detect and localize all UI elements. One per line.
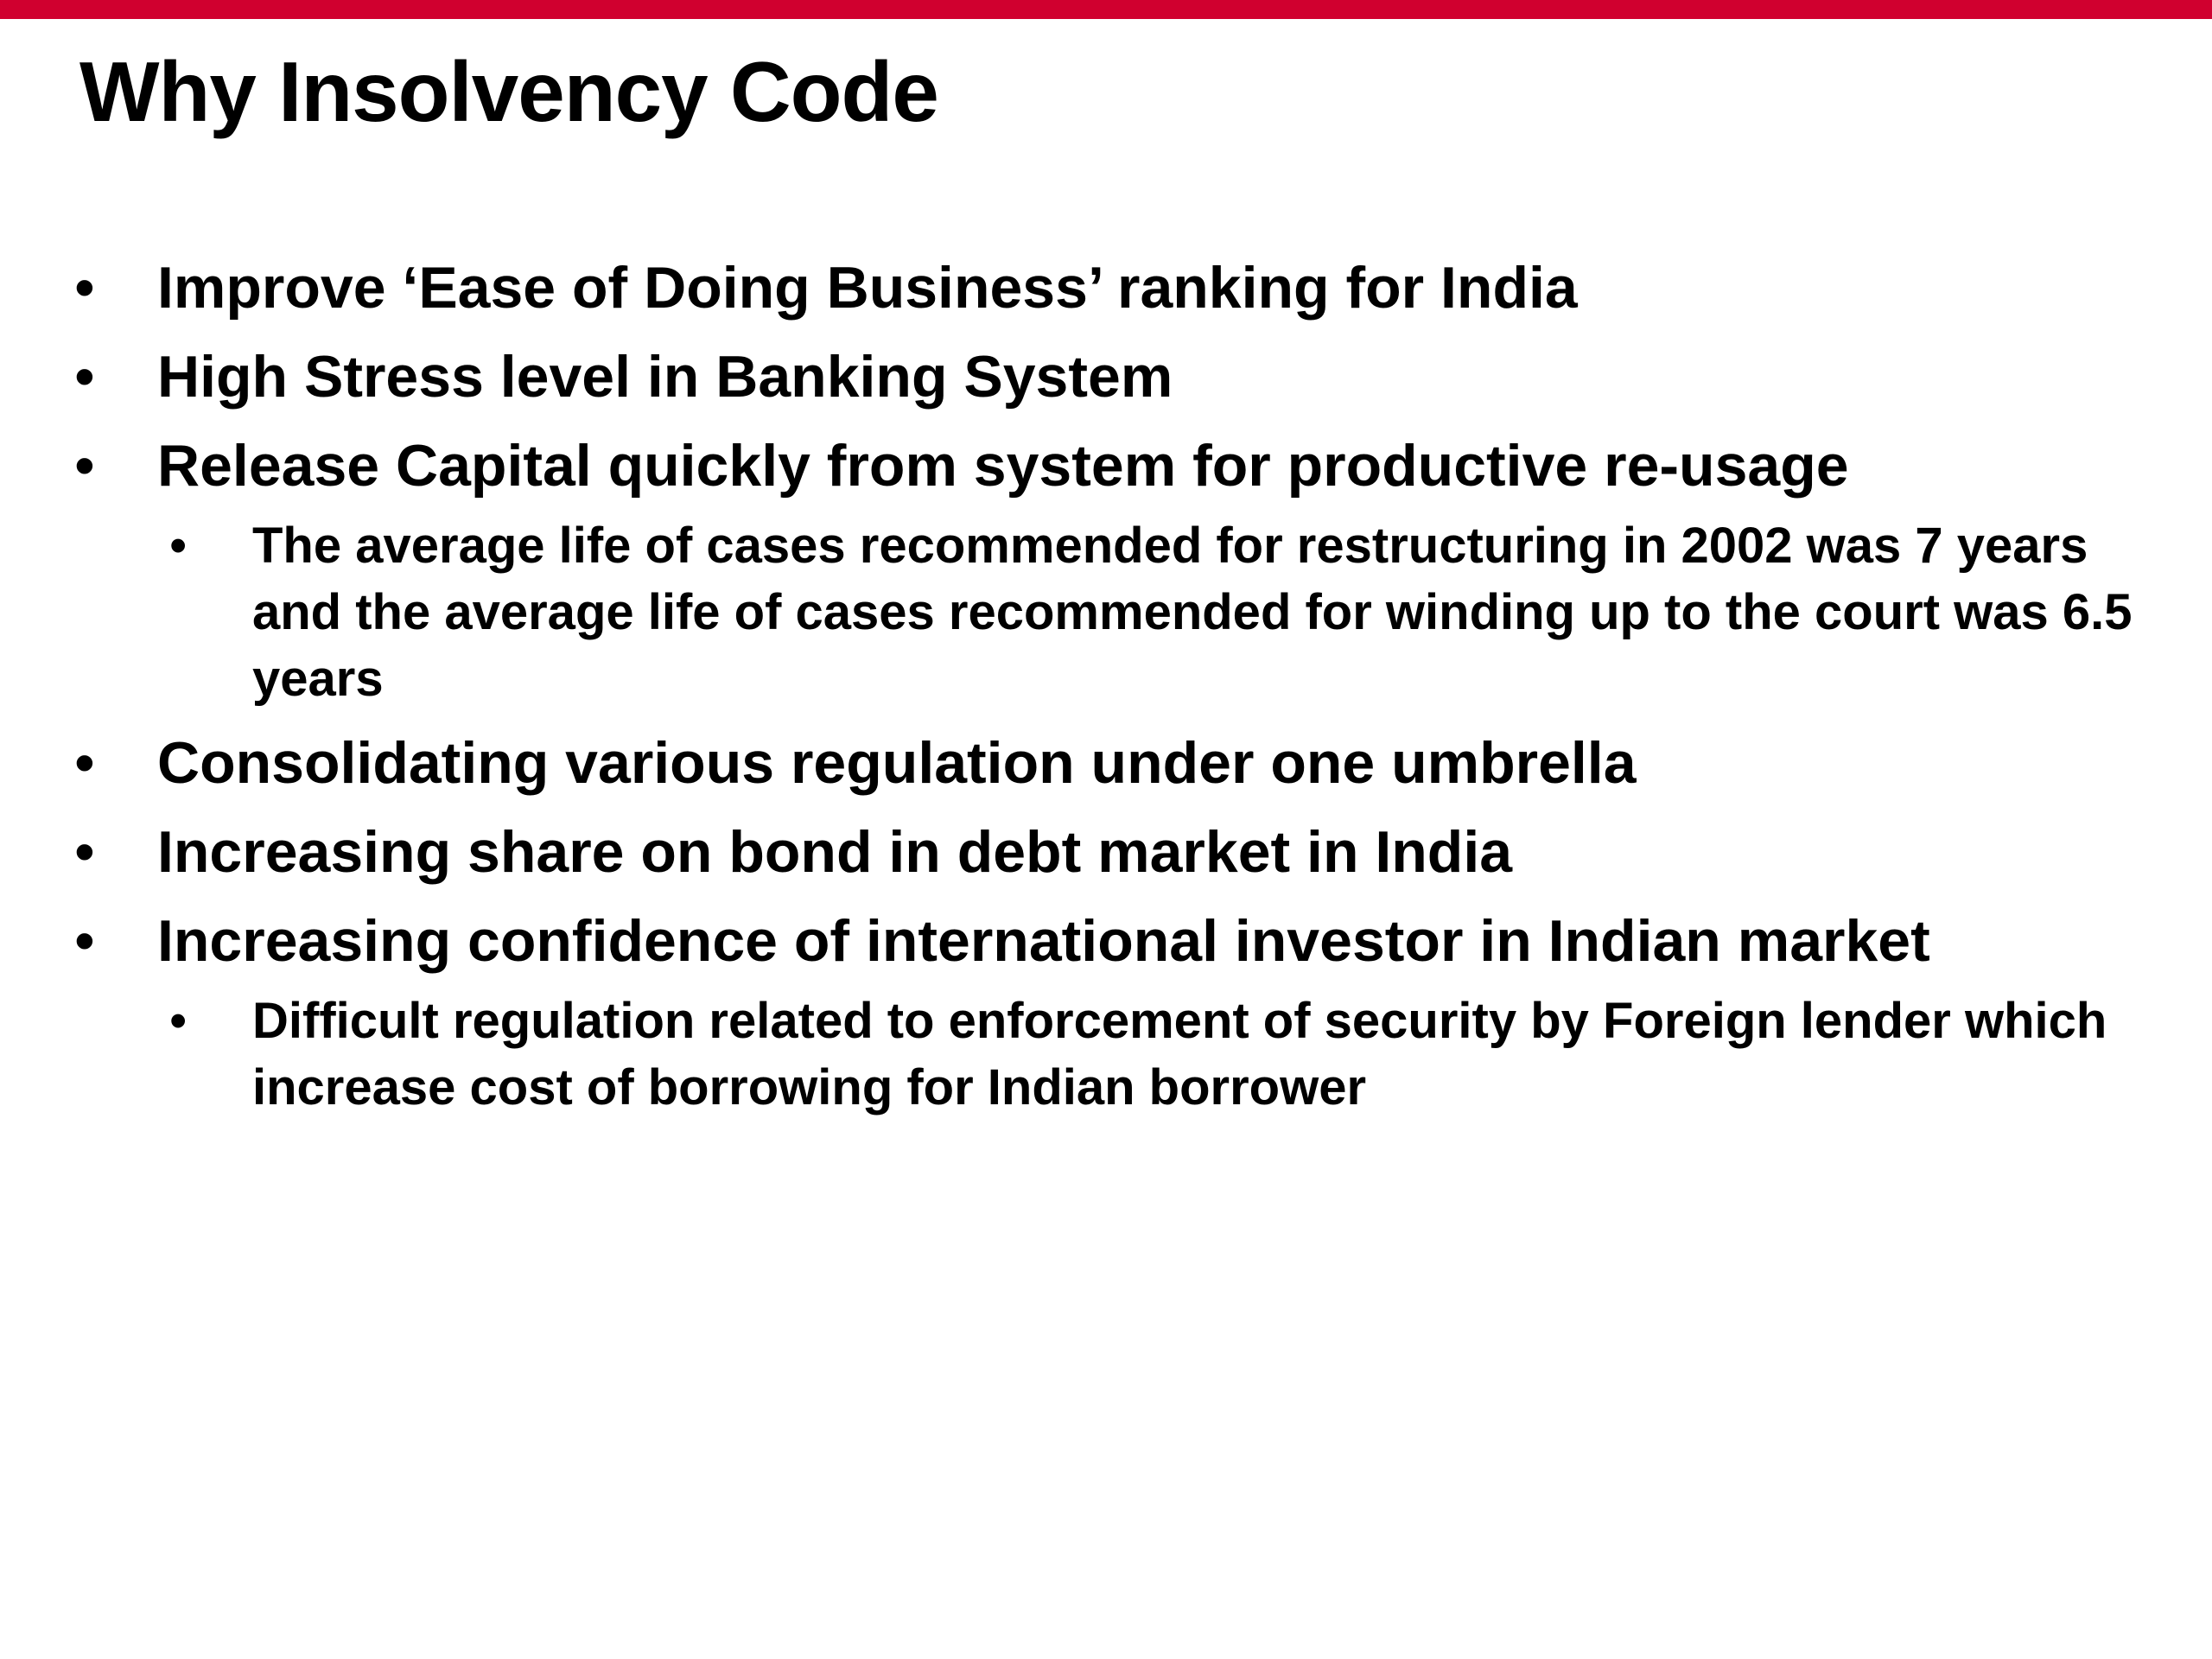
bullet-dot-icon: • bbox=[74, 344, 95, 410]
bullet-text: Consolidating various regulation under one umbrella bbox=[157, 730, 1637, 796]
sub-bullet-item bbox=[0, 512, 2212, 712]
bullet-text: Release Capital quickly from system for productive re-usage bbox=[157, 433, 1849, 499]
sub-bullet-text: Difficult regulation related to enforcement of security by Foreign lender which increase cost of borrowing for Indian borrower bbox=[252, 993, 2107, 1116]
bullet-dot-icon: • bbox=[74, 433, 95, 499]
bullet-text: High Stress level in Banking System bbox=[157, 344, 1173, 410]
bullet-text: Increasing confidence of international investor in Indian market bbox=[157, 908, 1930, 974]
bullet-text: Improve ‘Ease of Doing Business’ ranking for India bbox=[157, 255, 1578, 321]
bullet-item bbox=[0, 728, 2212, 798]
bullet-dot-icon: • bbox=[169, 993, 188, 1049]
slide-title: Why Insolvency Code bbox=[79, 44, 938, 139]
bullet-dot-icon: • bbox=[74, 255, 95, 321]
bullet-dot-icon: • bbox=[74, 908, 95, 974]
bullet-item bbox=[0, 252, 2212, 323]
top-accent-bar bbox=[0, 0, 2212, 19]
bullet-item bbox=[0, 341, 2212, 412]
bullet-item bbox=[0, 430, 2212, 501]
bullet-item bbox=[0, 906, 2212, 976]
bullet-text: Increasing share on bond in debt market in India bbox=[157, 819, 1513, 885]
bullet-dot-icon: • bbox=[74, 819, 95, 885]
bullet-item bbox=[0, 817, 2212, 887]
bullet-list bbox=[0, 252, 2212, 1136]
bullet-dot-icon: • bbox=[169, 518, 188, 574]
sub-bullet-text: The average life of cases recommended for restructuring in 2002 was 7 years and the average life of cases recommended for winding up to the court was 6.5 years bbox=[252, 518, 2133, 707]
bullet-dot-icon: • bbox=[74, 730, 95, 796]
sub-bullet-item bbox=[0, 988, 2212, 1121]
